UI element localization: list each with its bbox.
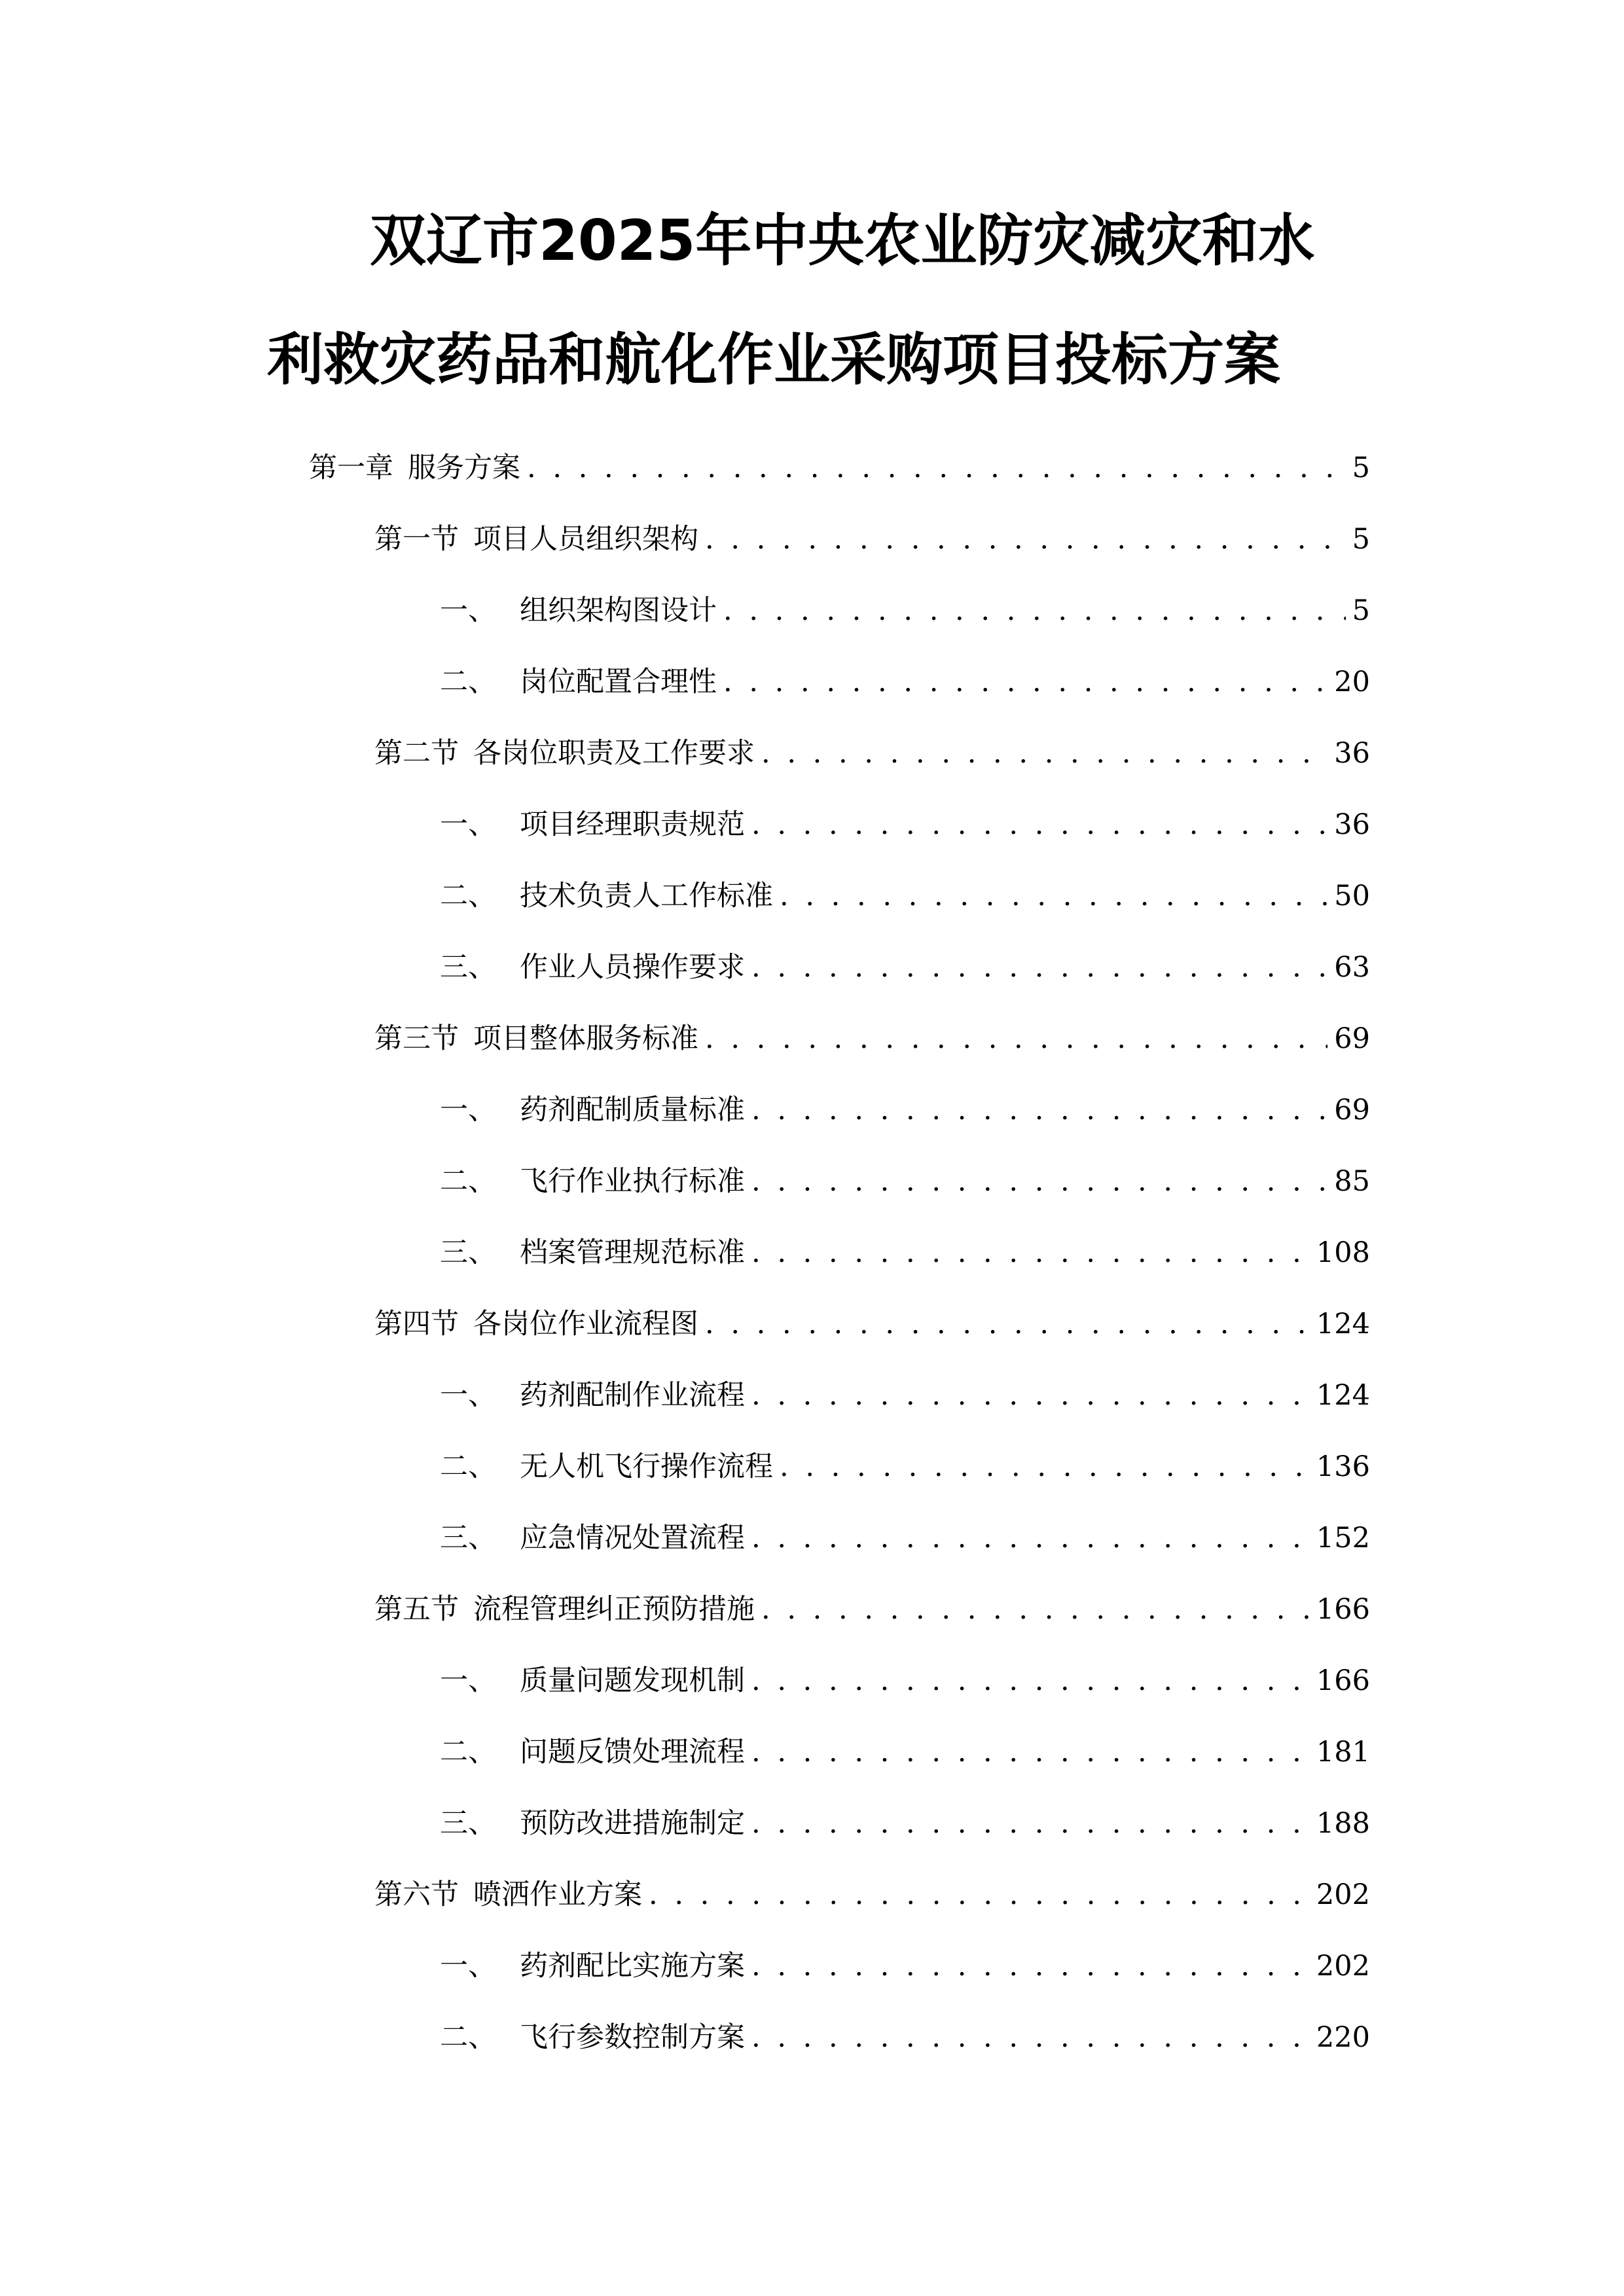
toc-dot-leader xyxy=(780,1447,1310,1486)
toc-entry-number: 一、 xyxy=(440,1379,496,1412)
toc-entry[interactable] xyxy=(440,591,1370,630)
toc-entry-number: 一、 xyxy=(440,1950,496,1982)
toc-entry[interactable] xyxy=(440,1732,1370,1772)
toc-entry-page: 124 xyxy=(1316,1308,1370,1340)
toc-entry-page: 69 xyxy=(1334,1094,1370,1126)
toc-dot-leader xyxy=(751,1518,1310,1558)
toc-entry-page: 108 xyxy=(1316,1236,1370,1269)
toc-entry[interactable] xyxy=(374,1304,1370,1344)
toc-entry-title: 服务方案 xyxy=(408,452,520,484)
toc-dot-leader xyxy=(751,805,1327,844)
toc-entry-number: 第三节 xyxy=(374,1022,459,1055)
toc-dot-leader xyxy=(751,1376,1310,1415)
toc-entry-number: 第六节 xyxy=(374,1878,459,1911)
toc-entry-title: 应急情况处置流程 xyxy=(520,1522,745,1554)
toc-entry-page: 166 xyxy=(1316,1593,1370,1626)
toc-dot-leader xyxy=(527,448,1346,488)
toc-entry-title: 问题反馈处理流程 xyxy=(520,1736,745,1768)
toc-entry-title: 无人机飞行操作流程 xyxy=(520,1450,773,1483)
toc-entry[interactable] xyxy=(440,1376,1370,1415)
toc-entry-number: 二、 xyxy=(440,1736,496,1768)
toc-dot-leader xyxy=(780,876,1327,916)
toc-entry-number: 第四节 xyxy=(374,1308,459,1340)
toc-entry-number: 三、 xyxy=(440,951,496,984)
toc-entry-number: 二、 xyxy=(440,666,496,698)
toc-entry-title: 作业人员操作要求 xyxy=(520,951,745,984)
toc-dot-leader xyxy=(751,1233,1310,1272)
toc-dot-leader xyxy=(751,1661,1310,1700)
toc-dot-leader xyxy=(751,1946,1310,1986)
toc-entry[interactable] xyxy=(374,1875,1370,1914)
toc-entry[interactable] xyxy=(440,2018,1370,2057)
toc-entry[interactable] xyxy=(440,1946,1370,1986)
toc-entry-page: 202 xyxy=(1316,1878,1370,1911)
toc-entry[interactable] xyxy=(440,1447,1370,1486)
toc-entry-number: 二、 xyxy=(440,1165,496,1198)
toc-entry-title: 预防改进措施制定 xyxy=(520,1807,745,1840)
toc-entry[interactable] xyxy=(440,1661,1370,1700)
toc-dot-leader xyxy=(751,2018,1310,2057)
toc-entry-number: 二、 xyxy=(440,1450,496,1483)
toc-entry[interactable] xyxy=(309,448,1370,488)
document-title-line-2: 利救灾药品和航化作业采购项目投标方案 xyxy=(267,327,1280,393)
toc-entry-number: 三、 xyxy=(440,1522,496,1554)
toc-entry-title: 飞行作业执行标准 xyxy=(520,1165,745,1198)
toc-entry[interactable] xyxy=(440,1804,1370,1843)
toc-entry-page: 5 xyxy=(1352,523,1370,556)
toc-entry-title: 各岗位作业流程图 xyxy=(473,1308,698,1340)
toc-dot-leader xyxy=(723,662,1327,702)
toc-entry-number: 一、 xyxy=(440,1094,496,1126)
toc-entry-number: 第二节 xyxy=(374,737,459,770)
toc-entry-title: 岗位配置合理性 xyxy=(520,666,717,698)
toc-dot-leader xyxy=(761,734,1327,773)
toc-entry-number: 一、 xyxy=(440,1664,496,1697)
toc-dot-leader xyxy=(751,948,1327,987)
toc-entry-title: 各岗位职责及工作要求 xyxy=(473,737,755,770)
document-title-line-1: 双辽市2025年中央农业防灾减灾和水 xyxy=(370,208,1315,274)
toc-entry-title: 药剂配制作业流程 xyxy=(520,1379,745,1412)
toc-entry[interactable] xyxy=(440,662,1370,702)
toc-entry-title: 项目整体服务标准 xyxy=(473,1022,698,1055)
toc-entry-title: 飞行参数控制方案 xyxy=(520,2021,745,2054)
toc-entry-title: 质量问题发现机制 xyxy=(520,1664,745,1697)
toc-entry-page: 5 xyxy=(1352,594,1370,627)
toc-entry-number: 三、 xyxy=(440,1236,496,1269)
toc-entry[interactable] xyxy=(440,1090,1370,1130)
toc-entry-page: 5 xyxy=(1352,452,1370,484)
toc-dot-leader xyxy=(751,1732,1310,1772)
toc-dot-leader xyxy=(751,1090,1327,1130)
toc-entry-page: 202 xyxy=(1316,1950,1370,1982)
toc-dot-leader xyxy=(723,591,1346,630)
toc-dot-leader xyxy=(649,1875,1310,1914)
toc-entry[interactable] xyxy=(374,520,1370,559)
toc-entry-page: 69 xyxy=(1334,1022,1370,1055)
toc-entry[interactable] xyxy=(374,734,1370,773)
toc-entry-title: 药剂配制质量标准 xyxy=(520,1094,745,1126)
toc-entry-number: 二、 xyxy=(440,2021,496,2054)
toc-dot-leader xyxy=(705,520,1346,559)
toc-entry-page: 50 xyxy=(1334,880,1370,912)
toc-entry-number: 第一章 xyxy=(309,452,393,484)
toc-entry[interactable] xyxy=(440,1233,1370,1272)
toc-entry-page: 188 xyxy=(1316,1807,1370,1840)
toc-entry-title: 档案管理规范标准 xyxy=(520,1236,745,1269)
toc-entry-page: 166 xyxy=(1316,1664,1370,1697)
toc-entry-number: 二、 xyxy=(440,880,496,912)
toc-entry[interactable] xyxy=(440,1162,1370,1201)
toc-dot-leader xyxy=(751,1162,1327,1201)
toc-entry-page: 181 xyxy=(1316,1736,1370,1768)
toc-entry-page: 136 xyxy=(1316,1450,1370,1483)
toc-entry-title: 技术负责人工作标准 xyxy=(520,880,773,912)
toc-entry-number: 第一节 xyxy=(374,523,459,556)
toc-entry-number: 三、 xyxy=(440,1807,496,1840)
toc-entry-title: 项目人员组织架构 xyxy=(473,523,698,556)
toc-entry-page: 20 xyxy=(1334,666,1370,698)
toc-entry-title: 项目经理职责规范 xyxy=(520,808,745,841)
toc-entry[interactable] xyxy=(440,1518,1370,1558)
toc-entry-title: 药剂配比实施方案 xyxy=(520,1950,745,1982)
toc-entry-title: 组织架构图设计 xyxy=(520,594,717,627)
toc-entry-page: 85 xyxy=(1334,1165,1370,1198)
toc-entry-title: 喷洒作业方案 xyxy=(473,1878,642,1911)
toc-entry[interactable] xyxy=(440,948,1370,987)
toc-dot-leader xyxy=(761,1590,1310,1629)
toc-entry-page: 124 xyxy=(1316,1379,1370,1412)
toc-entry[interactable] xyxy=(440,805,1370,844)
toc-entry-page: 220 xyxy=(1316,2021,1370,2054)
toc-entry-number: 一、 xyxy=(440,808,496,841)
toc-entry-page: 63 xyxy=(1334,951,1370,984)
toc-dot-leader xyxy=(705,1019,1327,1058)
toc-entry-page: 36 xyxy=(1334,737,1370,770)
toc-entry-page: 36 xyxy=(1334,808,1370,841)
toc-entry[interactable] xyxy=(374,1590,1370,1629)
toc-entry[interactable] xyxy=(440,876,1370,916)
toc-entry-page: 152 xyxy=(1316,1522,1370,1554)
toc-dot-leader xyxy=(751,1804,1310,1843)
toc-entry-number: 第五节 xyxy=(374,1593,459,1626)
toc-entry-number: 一、 xyxy=(440,594,496,627)
toc-entry-title: 流程管理纠正预防措施 xyxy=(473,1593,755,1626)
toc-dot-leader xyxy=(705,1304,1310,1344)
toc-entry[interactable] xyxy=(374,1019,1370,1058)
